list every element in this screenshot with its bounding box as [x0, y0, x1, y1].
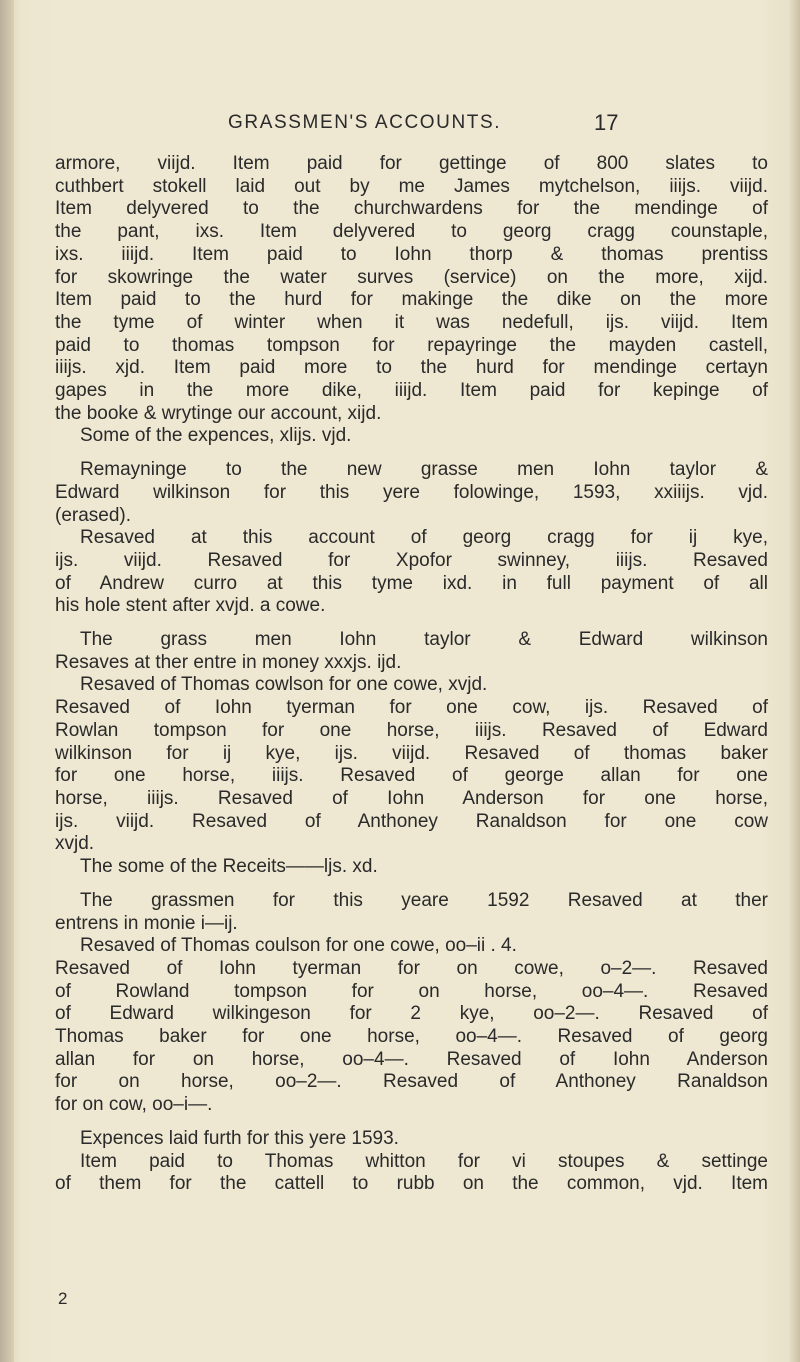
text-line: Resaved at this account of georg cragg for ij kye, — [80, 527, 768, 549]
text-line: the pant, ixs. Item delyvered to georg cragg counstaple, — [55, 221, 768, 243]
signature-mark: 2 — [58, 1289, 68, 1308]
text-line: The some of the Receits——ljs. xd. — [80, 856, 378, 878]
text-line: Item delyvered to the churchwardens for the mendinge of — [55, 198, 768, 220]
text-line: ijs. viijd. Resaved for Xpofor swinney, iiijs. Resaved — [55, 549, 768, 571]
text-line: cuthbert stokell laid out by me James mytchelson, iiijs. viijd. — [55, 175, 768, 197]
text-line: Some of the expences, xlijs. vjd. — [80, 425, 352, 447]
page-header — [0, 112, 800, 142]
text-line: Resaved of Thomas coulson for one cowe, oo–ii . 4. — [80, 935, 517, 957]
text-line: Edward wilkinson for this yere folowinge, 1593, xxiiijs. vjd. — [55, 481, 768, 503]
page-number: 17 — [594, 110, 619, 135]
text-line: for on horse, oo–2—. Resaved of Anthoney Ranaldson — [55, 1071, 768, 1093]
text-line: gapes in the more dike, iiijd. Item paid for kepinge of — [55, 380, 768, 402]
text-line: Item paid to Thomas whitton for vi stoupes & settinge — [80, 1150, 768, 1172]
text-line: Expences laid furth for this yere 1593. — [80, 1127, 399, 1149]
body-text — [55, 153, 768, 1196]
text-line: Rowlan tompson for one horse, iiijs. Resaved of Edward — [55, 719, 768, 741]
paragraph-gap — [55, 618, 768, 629]
text-line: Resaved of Iohn tyerman for on cowe, o–2—. Resaved — [55, 957, 768, 979]
text-line: iiijs. xjd. Item paid more to the hurd for mendinge certayn — [55, 357, 768, 379]
text-line: Resaved of Iohn tyerman for one cow, ijs. Resaved of — [55, 697, 768, 719]
page-left-edge — [0, 0, 14, 1362]
running-head: GRASSMEN'S ACCOUNTS. — [228, 112, 502, 133]
text-line: Resaves at ther entre in money xxxjs. ijd. — [55, 651, 402, 673]
text-line: ijs. viijd. Resaved of Anthoney Ranaldson for one cow — [55, 810, 768, 832]
text-line: his hole stent after xvjd. a cowe. — [55, 595, 326, 617]
text-line: Thomas baker for one horse, oo–4—. Resaved of georg — [55, 1026, 768, 1048]
text-line: of Edward wilkingeson for 2 kye, oo–2—. Resaved of — [55, 1003, 768, 1025]
text-line: xvjd. — [55, 833, 95, 855]
paragraph-gap — [55, 1117, 768, 1128]
text-line: for on cow, oo–i—. — [55, 1094, 213, 1116]
text-line: ixs. iiijd. Item paid to Iohn thorp & thomas prentiss — [55, 243, 768, 265]
text-line: paid to thomas tompson for repayringe the mayden castell, — [55, 334, 768, 356]
text-line: The grassmen for this yeare 1592 Resaved at ther — [80, 889, 768, 911]
text-line: armore, viijd. Item paid for gettinge of 800 slates to — [55, 153, 768, 174]
text-line: Remayninge to the new grasse men Iohn taylor & — [80, 459, 768, 481]
text-line: entrens in monie i—ij. — [55, 912, 238, 934]
text-line: horse, iiijs. Resaved of Iohn Anderson for one horse, — [55, 787, 768, 809]
page-right-edge — [790, 0, 800, 1362]
text-line: the booke & wrytinge our account, xijd. — [55, 402, 382, 424]
text-line: The grass men Iohn taylor & Edward wilkinson — [80, 629, 768, 651]
text-line: Item paid to the hurd for makinge the dike on the more — [55, 289, 768, 311]
text-line: of Andrew curro at this tyme ixd. in full payment of all — [55, 572, 768, 594]
text-line: for skowringe the water surves (service) on the more, xijd. — [55, 266, 768, 288]
text-line: Resaved of Thomas cowlson for one cowe, xvjd. — [80, 674, 488, 696]
text-line: of Rowland tompson for on horse, oo–4—. Resaved — [55, 980, 768, 1002]
text-line: allan for on horse, oo–4—. Resaved of Iohn Anderson — [55, 1048, 768, 1070]
paragraph-gap — [55, 879, 768, 890]
paragraph-gap — [55, 448, 768, 459]
text-line: wilkinson for ij kye, ijs. viijd. Resaved of thomas baker — [55, 742, 768, 764]
text-line: of them for the cattell to rubb on the common, vjd. Item — [55, 1173, 768, 1195]
text-line: for one horse, iiijs. Resaved of george allan for one — [55, 765, 768, 787]
text-line: the tyme of winter when it was nedefull, ijs. viijd. Item — [55, 311, 768, 333]
text-line: (erased). — [55, 504, 132, 526]
